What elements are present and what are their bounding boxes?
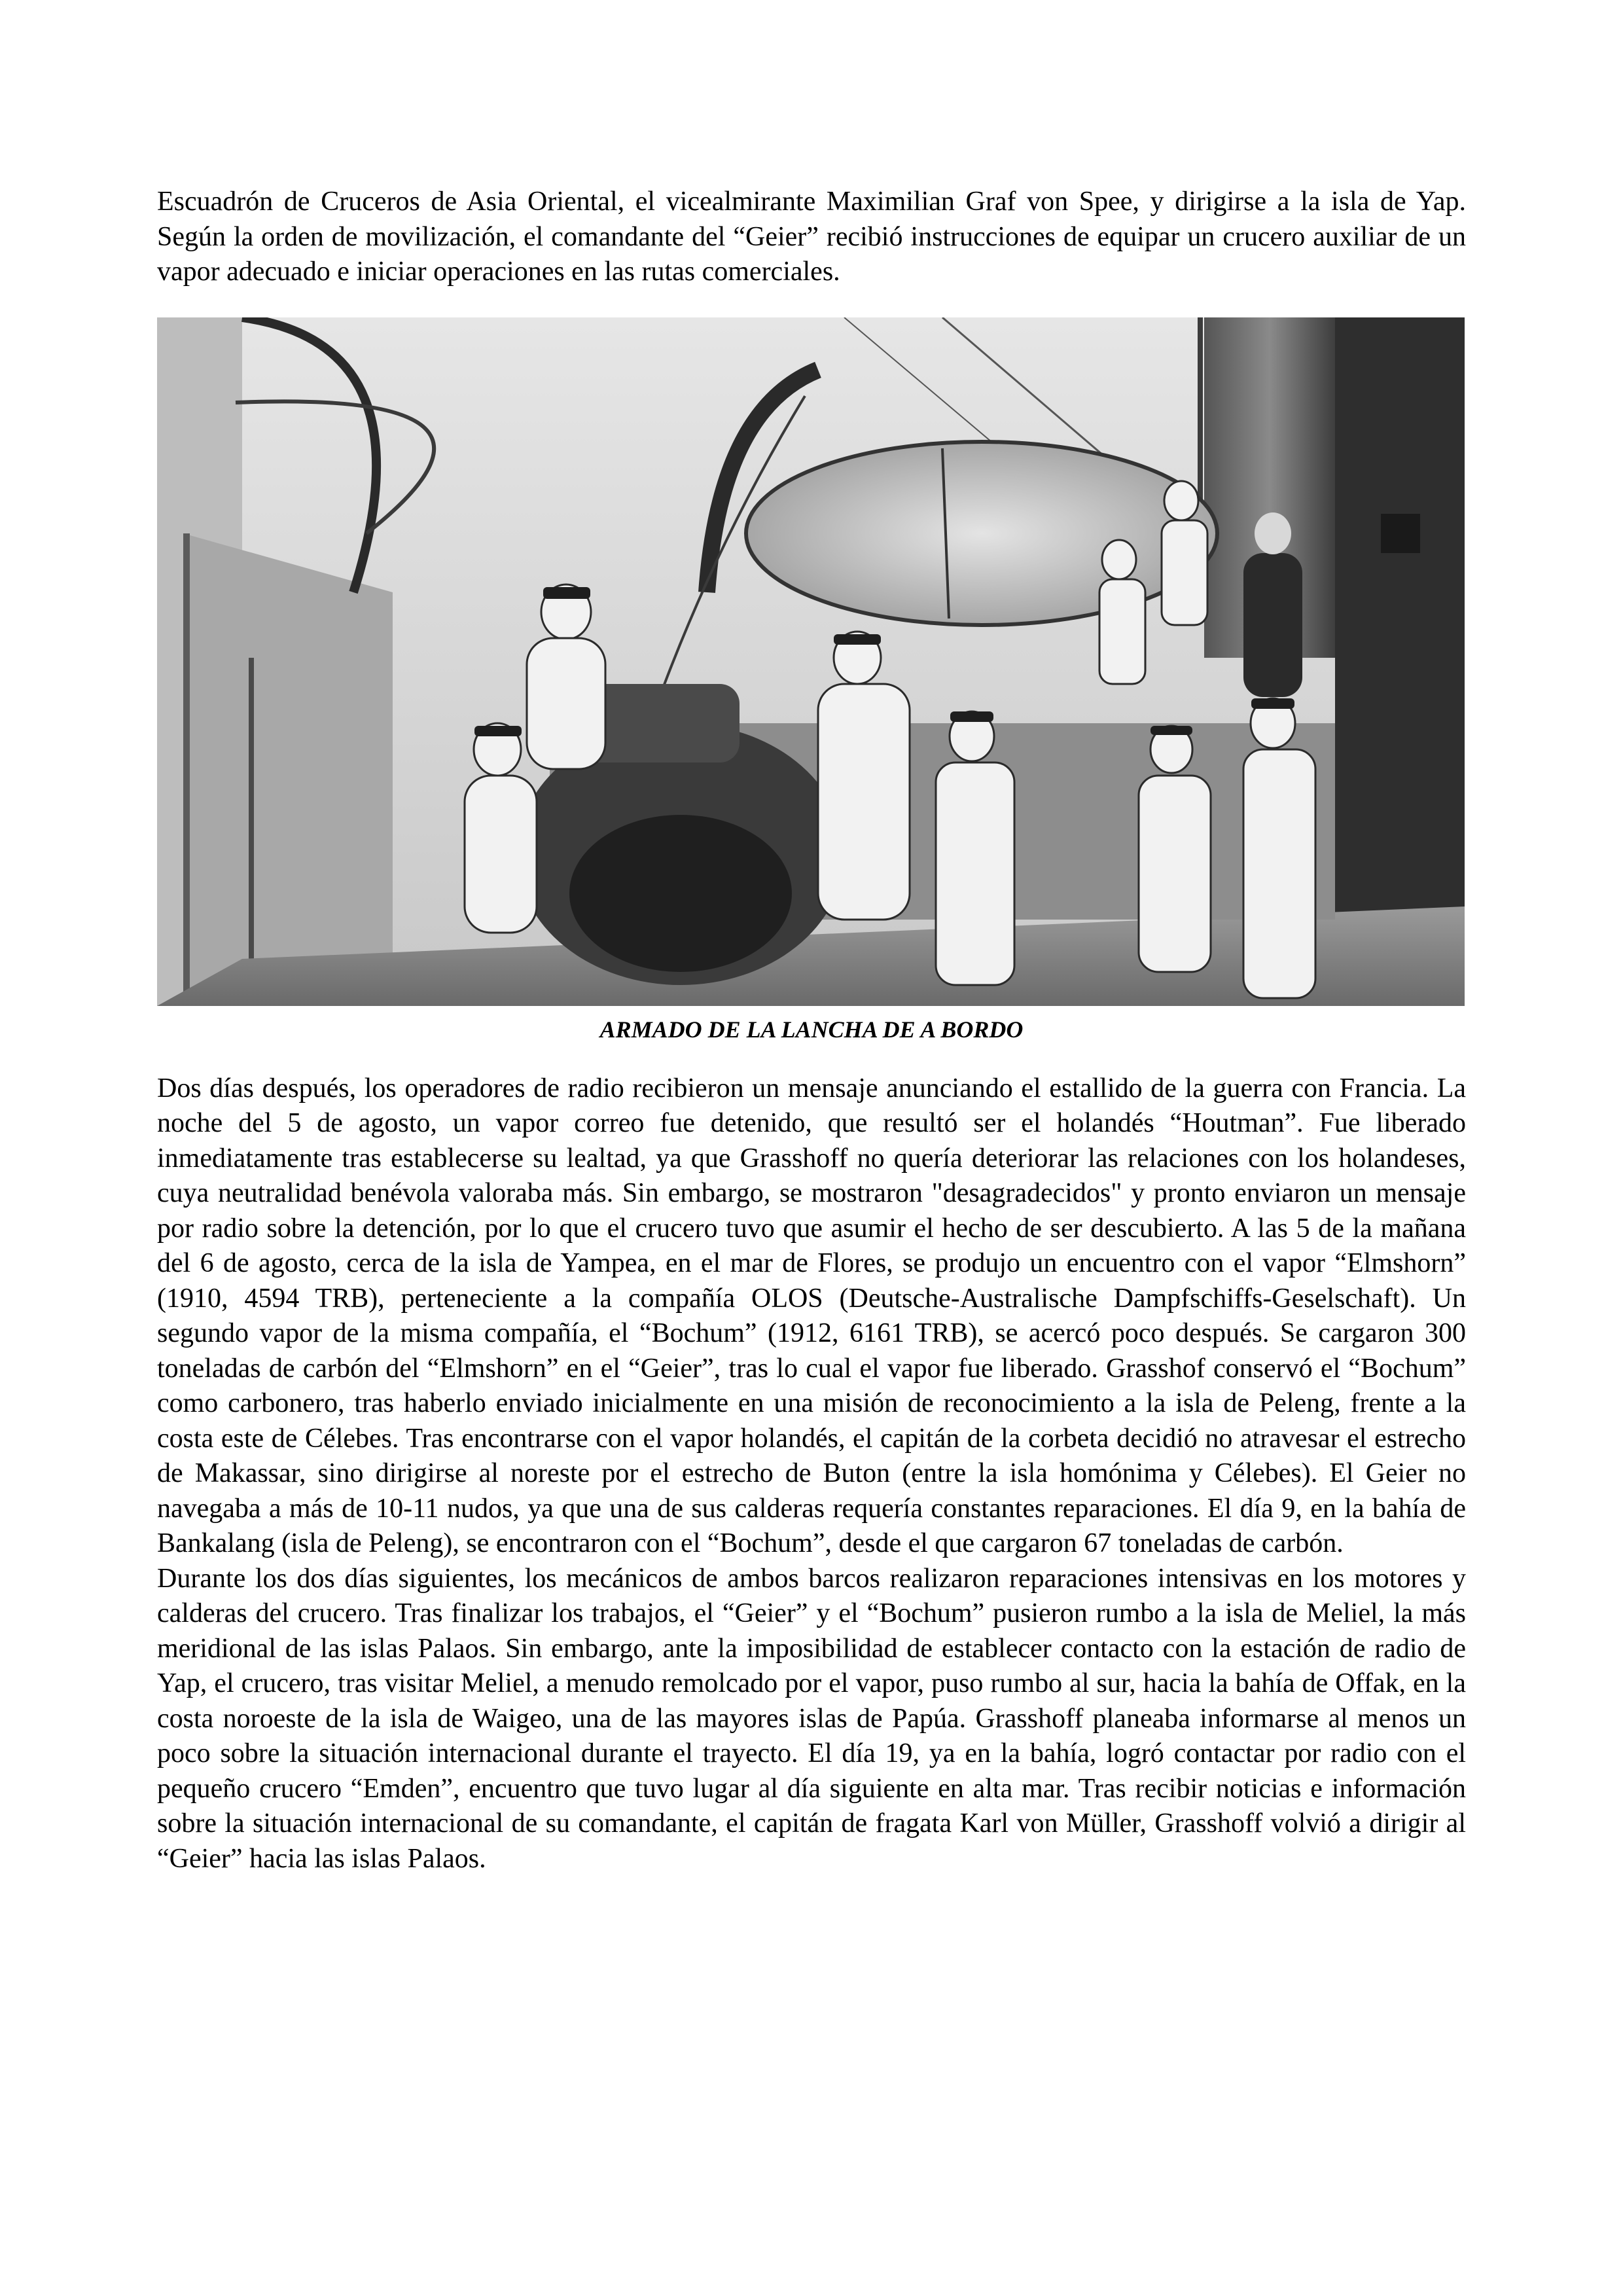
body-paragraph-1: Dos días después, los operadores de radio recibieron un mensaje anunciando el estallido de la guerra con Francia. La noche del 5 de agosto, un vapor correo fue detenido, que resultó ser el holandés “Houtman”. Fue liberado inmediatamente tras establecerse su lealtad, ya que Grasshoff no quería deteriorar las relaciones con los holandeses, cuya neutralidad benévola valoraba más. Sin embargo, se mostraron "desagradecidos" y pronto enviaron un mensaje por radio sobre la detención, por lo que el crucero tuvo que asumir el hecho de ser descubierto. A las 5 de la mañana del 6 de agosto, cerca de la isla de Yampea, en el mar de Flores, se produjo un encuentro con el vapor “Elmshorn” (1910, 4594 TRB), perteneciente a la compañía OLOS (Deutsche-Australische Dampfschiffs-Geselschaft). Un segundo vapor de la misma compañía, el “Bochum” (1912, 6161 TRB), se acercó poco después. Se cargaron 300 toneladas de carbón del “Elmshorn” en el “Geier”, tras lo cual el vapor fue liberado. Grasshof conservó el “Bochum” como carbonero, tras haberlo enviado inicialmente en una misión de reconocimiento a la isla de Peleng, frente a la costa este de Célebes. Tras encontrarse con el vapor holandés, el capitán de la corbeta decidió no atravesar el estrecho de Makassar, sino dirigirse al noreste por el estrecho de Buton (entre la isla homónima y Célebes). El Geier no navegaba a más de 10-11 nudos, ya que una de sus calderas requería constantes reparaciones. El día 9, en la bahía de Bankalang (isla de Peleng), se encontraron con el “Bochum”, desde el que cargaron 67 toneladas de carbón. [157,1073,1466,1558]
figure [157,317,1466,1044]
document-page [157,185,1466,1876]
figure-caption: ARMADO DE LA LANCHA DE A BORDO [599,1016,1024,1043]
intro-paragraph: Escuadrón de Cruceros de Asia Oriental, el vicealmirante Maximilian Graf von Spee, y dirigirse a la isla de Yap. Según la orden de movilización, el comandante del “Geier” recibió instrucciones de equipar un crucero auxiliar de un vapor adecuado e iniciar operaciones en las rutas comerciales. [157,187,1466,287]
deck-photograph [157,317,1465,1006]
body-paragraph-2: Durante los dos días siguientes, los mecánicos de ambos barcos realizaron reparaciones intensivas en los motores y calderas del crucero. Tras finalizar los trabajos, el “Geier” y el “Bochum” pusieron rumbo a la isla de Meliel, la más meridional de las islas Palaos. Sin embargo, ante la imposibilidad de establecer contacto con la estación de radio de Yap, el crucero, tras visitar Meliel, a menudo remolcado por el vapor, puso rumbo al sur, hacia la bahía de Offak, en la costa noroeste de la isla de Waigeo, una de las mayores islas de Papúa. Grasshoff planeaba informarse al menos un poco sobre la situación internacional durante el trayecto. El día 19, ya en la bahía, logró contactar por radio con el pequeño crucero “Emden”, encuentro que tuvo lugar al día siguiente en alta mar. Tras recibir noticias e información sobre la situación internacional de su comandante, el capitán de fragata Karl von Müller, Grasshoff volvió a dirigir al “Geier” hacia las islas Palaos. [157,1563,1466,1874]
